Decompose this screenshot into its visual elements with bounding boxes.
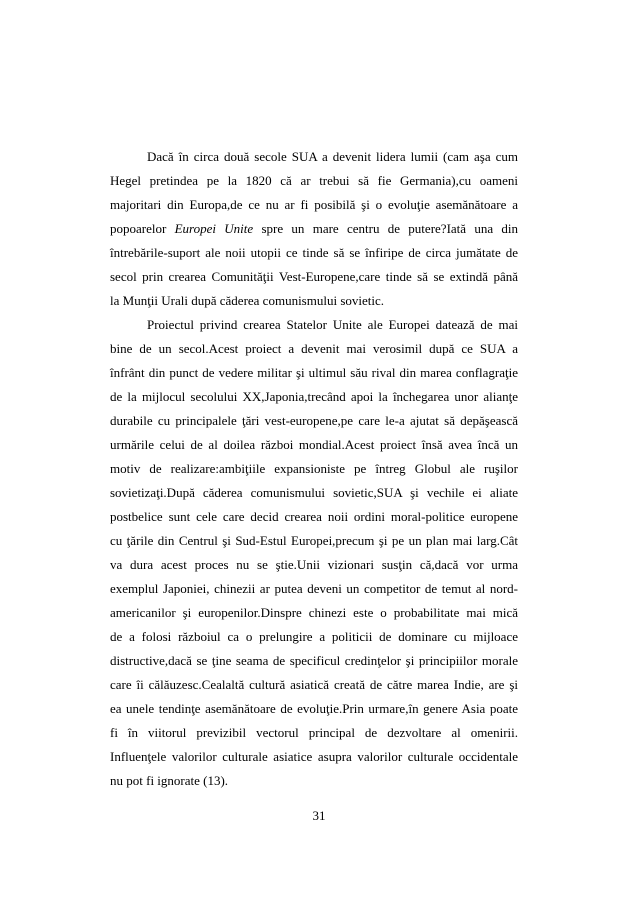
text-line: sovietizaţi.După căderea comunismului sovietic,SUA şi vechile ei aliate	[110, 485, 518, 500]
text-line: bine de un secol.Acest proiect a devenit mai verosimil după ce SUA a	[110, 341, 518, 356]
italic-phrase: Europei Unite	[174, 221, 254, 236]
text-line: cu ţările din Centrul şi Sud-Estul Europei,precum şi pe un plan mai larg.Cât	[110, 533, 518, 548]
text-line: care îi călăuzesc.Cealaltă cultură asiatică creată de către marea Indie, are şi	[110, 677, 518, 692]
text-line: înfrânt din punct de vedere militar şi ultimul său rival din marea conflagraţie	[110, 365, 518, 380]
text-line: de a folosi războiul ca o prelungire a politicii de dominare cu mijloace	[110, 629, 518, 644]
text-line: postbelice sunt cele care decid crearea noii ordini moral-politice europene	[110, 509, 518, 524]
text-line: motiv de realizare:ambiţiile expansioniste pe întreg Globul ale ruşilor	[110, 461, 518, 476]
text-line: Dacă în circa două secole SUA a devenit lidera lumii (cam aşa cum	[147, 149, 518, 164]
text-line: Hegel pretindea pe la 1820 că ar trebui să fie Germania),cu oameni	[110, 173, 518, 188]
paragraph-2	[110, 313, 518, 793]
text-line: popoarelor Europei Unite spre un mare centru de putere?Iată una din	[110, 221, 519, 236]
text-line: Influenţele valorilor culturale asiatice asupra valorilor culturale occidentale	[110, 749, 518, 764]
text-line: distructive,dacă se ţine seama de specificul credinţelor şi principiilor morale	[110, 653, 518, 668]
text-line: fi în viitorul previzibil vectorul principal de dezvoltare al omenirii.	[110, 725, 518, 740]
text-line: majoritari din Europa,de ce nu ar fi posibilă şi o evoluţie asemănătoare a	[110, 197, 518, 212]
text-line: de la mijlocul secolului XX,Japonia,trecând apoi la închegarea unor alianţe	[110, 389, 518, 404]
paragraph-1	[110, 145, 518, 313]
text-line: Proiectul privind crearea Statelor Unite ale Europei datează de mai	[147, 317, 518, 332]
body-text	[110, 145, 518, 793]
text-line: durabile cu principalele ţări vest-europene,pe care le-a ajutat să depăşească	[110, 413, 518, 428]
text-line: secol prin crearea Comunităţii Vest-Europene,care tinde să se extindă până	[110, 269, 518, 284]
text-line: exemplul Japoniei, chinezii ar putea deveni un competitor de temut al nord-	[110, 581, 518, 596]
text-line: urmările celui de al doilea război mondial.Acest proiect însă avea încă un	[110, 437, 518, 452]
text-line: nu pot fi ignorate (13).	[110, 773, 229, 788]
page-number: 31	[312, 808, 326, 823]
text-line: va dura acest proces nu se ştie.Unii vizionari susţin că,dacă vor urma	[110, 557, 518, 572]
text-line: întrebările-suport ale noii utopii ce tinde să se înfiripe de circa jumătate de	[110, 245, 518, 260]
text-line: americanilor şi europenilor.Dinspre chinezi este o probabilitate mai mică	[110, 605, 518, 620]
text-line: ea unele tendinţe asemănătoare de evoluţie.Prin urmare,în genere Asia poate	[110, 701, 518, 716]
text-line: la Munţii Urali după căderea comunismului sovietic.	[110, 293, 385, 308]
